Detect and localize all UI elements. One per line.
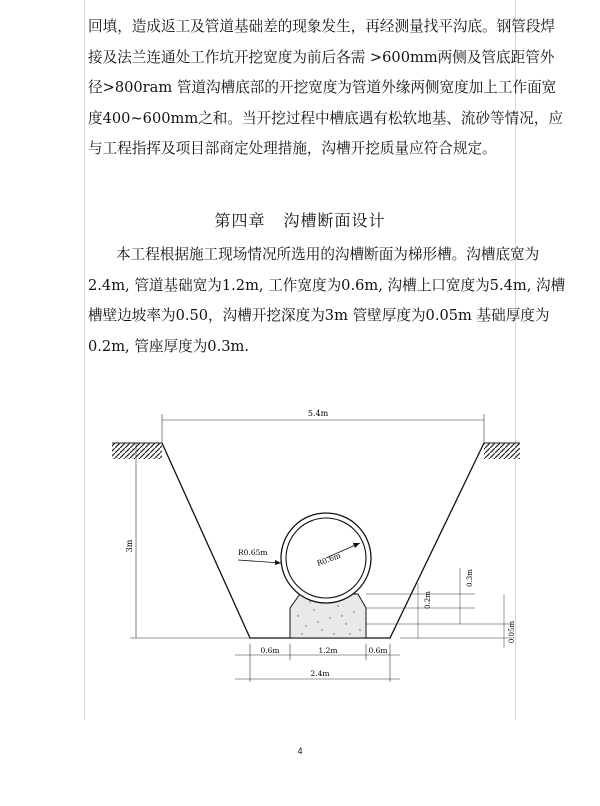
ground-hatch-left	[112, 443, 162, 459]
work-width-left-label: 0.6m	[260, 646, 280, 655]
text-line: 径>800ram 管道沟槽底部的开挖宽度为管道外缘两侧宽度加上工作面宽	[88, 79, 557, 96]
text-line: 度400~600mm之和。当开挖过程中槽底遇有松软地基、流砂等情况，应	[88, 109, 564, 127]
inner-radius-label: R0.6m	[315, 550, 342, 568]
outer-radius-label: R0.65m	[238, 548, 268, 557]
ground-hatch-right	[484, 443, 520, 459]
text-line: 回填，造成返工及管道基础差的现象发生，再经测量找平沟底。钢管段焊	[88, 18, 556, 35]
bottom-width-label: 2.4m	[310, 669, 330, 678]
trench-section-diagram	[100, 398, 520, 698]
text-line: 与工程指挥及项目部商定处理措施，沟槽开挖质量应符合规定。	[88, 140, 497, 157]
paragraph-trench-design	[88, 240, 566, 362]
base-thickness-label: 0.2m	[424, 591, 432, 609]
text-line: 0.2m, 管座厚度为0.3m.	[88, 337, 249, 355]
top-width-label: 5.4m	[307, 409, 329, 418]
text-line: 2.4m, 管道基础宽为1.2m, 工作宽度为0.6m, 沟槽上口宽度为5.4m, 沟槽	[88, 276, 566, 294]
paragraph-excavation	[88, 12, 564, 165]
work-width-right-label: 0.6m	[368, 646, 388, 655]
base-width-label: 1.2m	[318, 646, 338, 655]
text-line: 本工程根据施工现场情况所选用的沟槽断面为梯形槽。沟槽底宽为	[116, 246, 540, 263]
chapter-number: 第四章	[214, 211, 266, 230]
chapter-title: 沟槽断面设计	[283, 211, 386, 230]
text-line: 槽壁边坡率为0.50，沟槽开挖深度为3m 管壁厚度为0.05m 基础厚度为	[88, 307, 550, 324]
cradle-height-label: 0.3m	[466, 569, 474, 587]
page-number: 4	[297, 746, 303, 756]
chapter-heading	[0, 208, 600, 231]
wall-thickness-label: 0.05m	[508, 620, 516, 644]
depth-label: 3m	[125, 539, 134, 553]
text-line: 接及法兰连通处工作坑开挖宽度为前后各需 >600mm两侧及管底距管外	[88, 48, 555, 66]
